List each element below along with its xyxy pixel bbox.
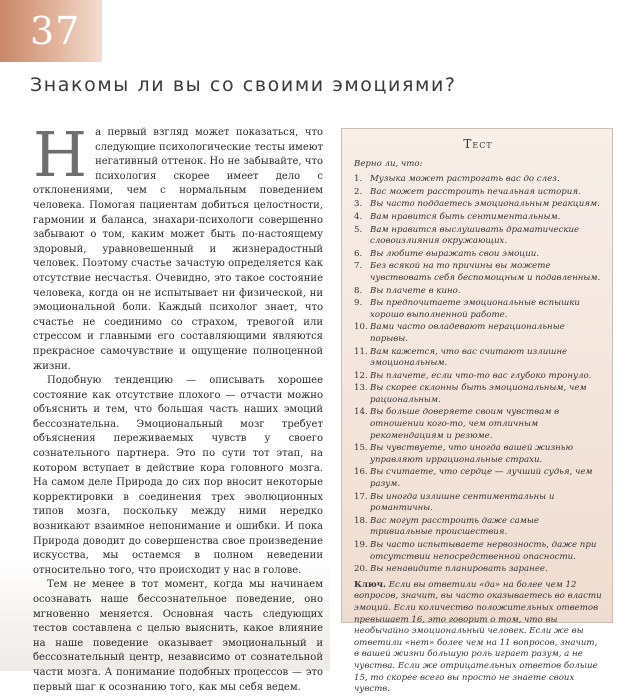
test-question-text: Вы ненавидите планировать заранее. <box>370 564 548 575</box>
test-question <box>354 467 602 490</box>
test-question-number: 13. <box>354 383 368 394</box>
test-question <box>354 540 602 563</box>
test-question-text: Вы скорее склонны быть эмоциональным, чем рациональным. <box>370 383 587 405</box>
test-question-number: 6. <box>354 248 363 259</box>
drop-cap: Н <box>33 118 88 191</box>
test-question <box>354 286 602 298</box>
test-question-number: 11. <box>354 346 368 357</box>
test-question-number: 5. <box>354 224 363 235</box>
article-paragraph-2: Подобную тенденцию — описывать хорошее состояние как отсутствие плохого — отчасти можно объяснить и тем, что большая часть наших эмоций бессознательна. Эмоциональный мозг требует объяснения переживаемых чувств у своего сознательного партнера. Это по сути тот этап, на котором вступает в действие кора головного мозга. На самом деле Природа до сих пор вносит некоторые корректировки в соединения трех эволюционных типов мозга, поскольку между ними нередко возникают взаимное непонимание и ошибки. И пока Природа доводит до совершенства свое произведение искусства, мы остаемся в полном неведении относительно того, что происходит у нас в голове. <box>33 375 323 576</box>
test-question-text: Вы больше доверяете своим чувствам в отношении кого-то, чем отличным рекомендациям и резюме. <box>370 407 560 441</box>
test-question-number: 14. <box>354 407 368 418</box>
test-question-number: 8. <box>354 285 363 296</box>
test-title: Тест <box>463 137 493 151</box>
test-question-list <box>354 174 602 576</box>
test-question <box>354 199 602 211</box>
article-paragraph-3: Тем не менее в тот момент, когда мы начинаем осознавать наше бессознательное поведение, оно мгновенно меняется. Основная часть следующих тестов составлена с целью выяснить, какое влияние на наше поведение оказывает эмоциональный и бессознательный центр, независимо от сознательной части мозга. А понимание подобных процессов — это первый шаг к осознанию того, как мы себя ведем. <box>33 579 323 693</box>
article-body <box>33 118 323 695</box>
test-question-number: 19. <box>354 540 368 550</box>
article-paragraph-1: На первый взгляд может показаться, что следующие психологические тесты имеют негативный оттенок. Но не забывайте, что психология скорее имеет дело с отклонениями, чем с нормальным поведением человека. Помогая пациентам добиться целостности, гармонии и баланса, знахари-психологи совершенно забывают о том, каким может быть по-настоящему здоровый, уравновешенный и жизнерадостный человек. Поэтому счастье зачастую определяется как отсутствие несчастья. Очевидно, это такое состояние человека, когда он не испытывает ни физической, ни эмоциональной боли. Каждый психолог знает, что счастье не соединимо со страхом, тревогой или стрессом и главными его составляющими являются прекрасное самочувствие и ощущение полноценной жизни. <box>33 118 323 372</box>
test-key-text: Если вы ответили «да» на более чем 12 вопросов, значит, вы часто оказываетесь во власти эмоций. Если количество положительных ответов превышает 16, это говорит о том, что вы необычайно эмоциональный человек. Если же вы ответили «нет» более чем на 11 вопросов, значит, в вашей жизни большую роль играет разум, а не чувства. Если же отрицательных ответов больше 15, то скорее всего вы просто не знаете своих чувств. <box>354 579 602 695</box>
test-question-text: Вами часто овладевают нерациональные порывы. <box>370 322 565 344</box>
test-question-text: Вы иногда излишне сентиментальны и романтичны. <box>370 491 555 514</box>
test-question <box>354 347 602 370</box>
test-question-number: 12. <box>354 370 368 381</box>
test-question <box>354 322 602 345</box>
page-title: Знакомы ли вы со своими эмоциями? <box>30 74 457 96</box>
test-question-number: 9. <box>354 298 363 309</box>
test-question-number: 7. <box>354 261 363 272</box>
test-question-text: Вы часто поддаетесь эмоциональным реакциям. <box>370 199 600 210</box>
test-question-number: 15. <box>354 443 368 454</box>
test-question-text: Вы любите выражать свои эмоции. <box>370 248 540 259</box>
test-question-text: Вы предпочитаете эмоциональные вспышки хорошо выполненной работе. <box>370 298 580 320</box>
page-number: 37 <box>30 9 81 53</box>
test-question <box>354 383 602 406</box>
page-number-badge <box>0 0 102 62</box>
test-question-number: 10. <box>354 322 368 333</box>
test-question <box>354 174 602 186</box>
test-question <box>354 516 602 539</box>
test-intro: Верно ли, что: <box>354 158 423 169</box>
test-question-text: Вы плачете, если что-то вас глубоко тронуло. <box>370 370 592 381</box>
test-question <box>354 225 602 248</box>
test-question-number: 18. <box>354 515 368 526</box>
test-question <box>354 212 602 224</box>
test-question-text: Вы плачете в кино. <box>370 285 461 296</box>
test-question-text: Без всякой на то причины вы можете чувствовать себя беспомощным и подавленным. <box>370 261 601 283</box>
test-question <box>354 187 602 199</box>
test-question-text: Вы считаете, что сердце — лучший судья, чем разум. <box>370 467 593 490</box>
test-question-text: Вы часто испытываете нервозность, даже при отсутствии непосредственной опасности. <box>370 540 597 562</box>
test-question <box>354 371 602 383</box>
test-question-number: 2. <box>354 186 363 197</box>
test-question <box>354 261 602 284</box>
test-question-text: Вас может расстроить печальная история. <box>370 186 581 197</box>
test-question-number: 1. <box>354 174 363 185</box>
test-question <box>354 443 602 466</box>
test-sidebar <box>341 128 613 695</box>
test-question-number: 3. <box>354 199 363 210</box>
test-key <box>354 580 602 696</box>
test-question-number: 20. <box>354 564 368 575</box>
test-question <box>354 407 602 442</box>
test-question-number: 4. <box>354 211 363 222</box>
test-question-text: Вас могут расстроить даже самые тривиальные происшествия. <box>370 515 539 538</box>
test-question <box>354 249 602 261</box>
test-question-number: 16. <box>354 467 368 478</box>
test-key-label: Ключ. <box>354 579 386 590</box>
test-question <box>354 298 602 321</box>
test-question-number: 17. <box>354 491 368 502</box>
test-question <box>354 564 602 576</box>
test-question-text: Музыка может растрогать вас до слез. <box>370 174 560 185</box>
test-question-text: Вы чувствуете, что иногда вашей жизнью управляют иррациональные страхи. <box>370 443 574 465</box>
test-question-text: Вам нравится выслушивать драматические словоизлияния окружающих. <box>370 224 580 247</box>
test-question-text: Вам кажется, что вас считают излишне эмоциональным. <box>370 346 568 369</box>
test-question-text: Вам нравится быть сентиментальным. <box>370 211 561 222</box>
test-question <box>354 492 602 515</box>
